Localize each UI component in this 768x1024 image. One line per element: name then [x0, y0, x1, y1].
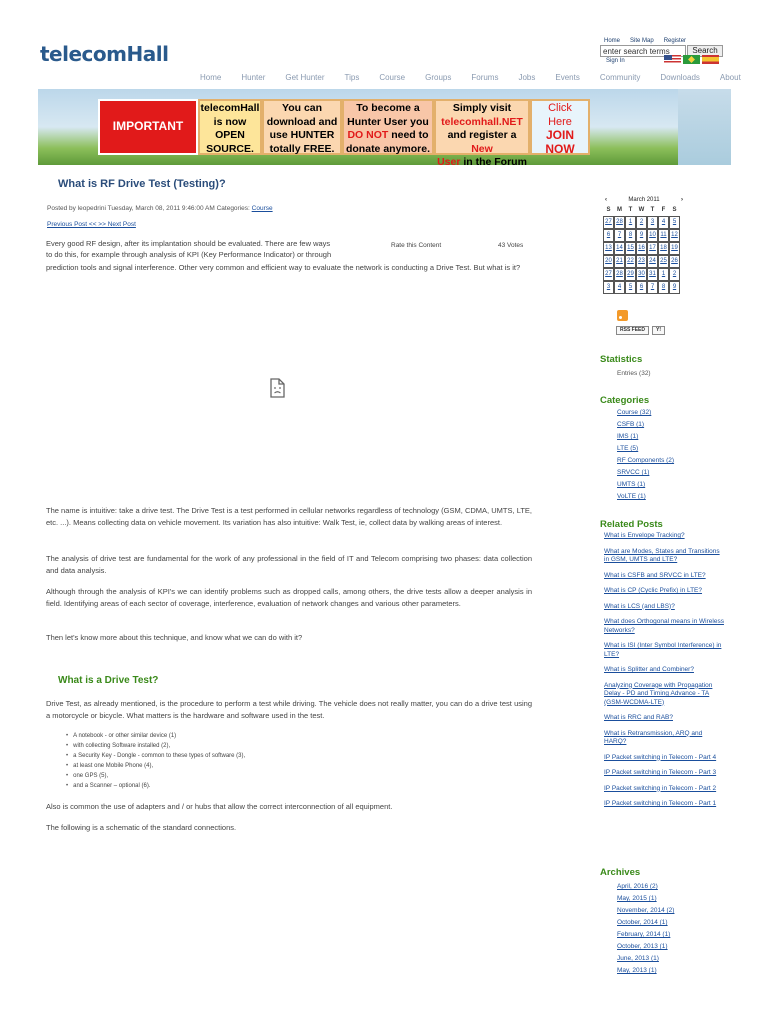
calendar-day[interactable]: 29 [625, 268, 636, 281]
calendar-day[interactable]: 10 [647, 229, 658, 242]
category-item[interactable]: SRVCC (1) [617, 469, 650, 476]
calendar-day[interactable]: 17 [647, 242, 658, 255]
category-item[interactable]: CSFB (1) [617, 421, 645, 428]
paragraph-2: The analysis of drive test are fundamental for the work of any professional in the field of IT and Telecom comprising two phases: data collection and data analysis. [46, 554, 532, 575]
calendar-day[interactable]: 6 [636, 281, 647, 294]
category-item[interactable]: RF Components (2) [617, 457, 675, 464]
calendar-day[interactable]: 9 [669, 281, 680, 294]
calendar-day[interactable]: 4 [614, 281, 625, 294]
calendar-day[interactable]: 9 [636, 229, 647, 242]
calendar-day[interactable]: 27 [603, 268, 614, 281]
equipment-list [66, 731, 245, 791]
banner-join-now-button[interactable]: Click Here JOIN NOW [530, 99, 590, 155]
list-item: • with collecting Software installed (2), [66, 741, 245, 751]
nav-jobs[interactable]: Jobs [518, 73, 536, 82]
paragraph-3: Although through the analysis of KPI's we can identify problems such as dropped calls, among others, the drive tests allow a deeper analysis in field. Identifying areas of each sector of coverage, interference, evaluation of network changes and various other parameters. [46, 587, 532, 608]
banner-open-source: telecomHall is now OPEN SOURCE. [198, 99, 262, 155]
archive-item[interactable]: November, 2014 (2) [617, 907, 675, 914]
related-post-link[interactable]: What is Envelope Tracking? [604, 532, 685, 539]
list-item: • a Security Key - Dongle - common to these types of software (3), [66, 751, 245, 761]
calendar-day[interactable]: 3 [647, 216, 658, 229]
nav-events[interactable]: Events [555, 73, 580, 82]
intro-line-3: prediction tools and signal interference. Other very common and efficient way to evaluate the network is conducting a Drive Test. But what is it? [46, 263, 521, 272]
nav-course[interactable]: Course [379, 73, 406, 82]
calendar-day[interactable]: 31 [647, 268, 658, 281]
nav-forums[interactable]: Forums [471, 73, 499, 82]
rss-feed-button[interactable]: RSS FEED [616, 326, 649, 335]
archive-item[interactable]: May, 2015 (1) [617, 895, 657, 902]
yahoo-feed-button[interactable]: Y! [652, 326, 665, 335]
related-post-link[interactable]: IP Packet switching in Telecom - Part 2 [604, 784, 717, 792]
calendar-day[interactable]: 5 [669, 216, 680, 229]
calendar-day[interactable]: 20 [603, 255, 614, 268]
calendar-day[interactable]: 7 [647, 281, 658, 294]
calendar-prev-icon[interactable]: ‹ [605, 197, 607, 203]
paragraph-5: Drive Test, as already mentioned, is the procedure to perform a test while driving. The vehicle does not really matter, you can do a drive test using a motorcycle or bicycle. What matters is the hardware and software used in the test. [46, 699, 532, 720]
category-item[interactable]: UMTS (1) [617, 481, 646, 488]
related-post-link[interactable]: What is Retransmission, ARQ and HARQ? [604, 729, 703, 745]
archive-item[interactable]: October, 2013 (1) [617, 943, 668, 950]
related-post-link[interactable]: What is LCS (and LBS)? [604, 602, 675, 610]
paragraph-4: Then let's know more about this technique, and know what we can do with it? [46, 633, 303, 642]
calendar-month: March 2011 [628, 197, 660, 203]
related-posts-list [604, 532, 724, 816]
top-links [604, 38, 686, 44]
article-meta: Posted by leopedrini Tuesday, March 08, 2011 9:46:00 AM Categories: Course [47, 205, 273, 212]
archive-item[interactable]: June, 2013 (1) [617, 955, 659, 962]
calendar-day[interactable]: 16 [636, 242, 647, 255]
related-post-link[interactable]: IP Packet switching in Telecom - Part 4 [604, 753, 717, 761]
related-post-link[interactable]: What is Splitter and Combiner? [604, 666, 694, 673]
weekday-label: S [606, 207, 611, 213]
intro-line-1: Every good RF design, after its implantation should be evaluated. There are few ways [46, 239, 331, 248]
calendar-day[interactable]: 28 [614, 216, 625, 229]
nav-hunter[interactable]: Hunter [241, 73, 266, 82]
calendar-day[interactable]: 21 [614, 255, 625, 268]
calendar-next-icon[interactable]: › [681, 197, 683, 203]
related-posts-heading: Related Posts [600, 519, 663, 530]
calendar-day[interactable]: 25 [658, 255, 669, 268]
calendar-day[interactable]: 1 [625, 216, 636, 229]
list-item: • and a Scanner – optional (6). [66, 781, 245, 791]
paragraph-1: The name is intuitive: take a drive test. The Drive Test is a test performed in cellular networks regardless of technology (GSM, CDMA, UMTS, LTE, etc. ...). Means collecting data on vehicle movement. Its variation has also intuitive: Walk Test, ie, collect data by walking areas of interest. [46, 506, 532, 527]
nav-tips[interactable]: Tips [344, 73, 360, 82]
paragraph-7: The following is a schematic of the standard connections. [46, 823, 237, 832]
calendar-day[interactable]: 6 [603, 229, 614, 242]
calendar-day[interactable]: 11 [658, 229, 669, 242]
spain-flag-icon[interactable] [702, 55, 719, 64]
rss-icon[interactable] [617, 310, 628, 321]
site-logo[interactable]: telecomHall [40, 42, 169, 66]
categories-list [617, 407, 674, 503]
related-post-link[interactable]: What is RRC and RAB? [604, 714, 673, 721]
calendar-day[interactable]: 1 [658, 268, 669, 281]
calendar-day[interactable]: 5 [625, 281, 636, 294]
nav-downloads[interactable]: Downloads [660, 73, 700, 82]
calendar-day[interactable]: 2 [636, 216, 647, 229]
feed-buttons [616, 326, 665, 335]
sign-in-link[interactable]: Sign In [606, 58, 625, 64]
nav-home[interactable]: Home [200, 73, 222, 82]
article-title: What is RF Drive Test (Testing)? [58, 178, 226, 190]
related-post-link[interactable]: Analyzing Coverage with Propagation Delay - PD and Timing Advance - TA (GSM-WCDMA-LTE) [604, 681, 713, 706]
intro-line-2: to do this, for example through analysis of KPI (Key Performance Indicator) or through [46, 250, 332, 259]
statistics-entries: Entries (32) [617, 370, 651, 377]
banner-download-free: You can download and use HUNTER totally FREE. [262, 99, 342, 155]
calendar-day[interactable]: 3 [603, 281, 614, 294]
archive-item[interactable]: May, 2013 (1) [617, 967, 657, 974]
calendar-day[interactable]: 23 [636, 255, 647, 268]
prev-next-links[interactable]: Previous Post << >> Next Post [47, 221, 136, 228]
list-item: • one GPS (5), [66, 771, 245, 781]
calendar-day[interactable]: 27 [603, 216, 614, 229]
category-item[interactable]: IMS (1) [617, 433, 639, 440]
archives-list [617, 881, 674, 977]
weekday-label: S [672, 207, 677, 213]
related-post-link[interactable]: What is ISI (Inter Symbol Interference) in LTE? [604, 642, 722, 658]
top-link-register[interactable]: Register [663, 38, 687, 44]
weekday-label: T [650, 207, 655, 213]
calendar-day[interactable]: 19 [669, 242, 680, 255]
votes-count: 43 Votes [498, 242, 524, 249]
calendar-day[interactable]: 7 [614, 229, 625, 242]
related-post-link[interactable]: What are Modes, States and Transitions in GSM, UMTS and LTE? [604, 547, 720, 563]
section-heading: What is a Drive Test? [58, 675, 159, 686]
nav-groups[interactable]: Groups [425, 73, 452, 82]
archive-item[interactable]: October, 2014 (1) [617, 919, 668, 926]
statistics-heading: Statistics [600, 354, 643, 365]
calendar-day[interactable]: 15 [625, 242, 636, 255]
paragraph-6: Also is common the use of adapters and / or hubs that allow the correct interconnection of all equipment. [46, 802, 393, 811]
calendar-day[interactable]: 22 [625, 255, 636, 268]
calendar-day[interactable]: 28 [614, 268, 625, 281]
weekday-label: T [628, 207, 633, 213]
main-nav [190, 73, 751, 82]
categories-heading: Categories [600, 395, 650, 406]
category-item[interactable]: VoLTE (1) [617, 493, 646, 500]
related-post-link[interactable]: What is CSFB and SRVCC in LTE? [604, 571, 706, 579]
category-link[interactable]: Course [251, 205, 273, 212]
list-item: • at least one Mobile Phone (4), [66, 761, 245, 771]
us-flag-icon[interactable] [664, 55, 681, 64]
banner-register: Simply visit telecomhall.NET and register a New User in the Forum [434, 99, 530, 155]
category-item[interactable]: Course (32) [617, 409, 652, 416]
calendar-weekdays [603, 207, 685, 213]
category-item[interactable]: LTE (5) [617, 445, 639, 452]
broken-image-icon [268, 378, 286, 398]
top-link-sitemap[interactable]: Site Map [630, 38, 654, 44]
rate-content[interactable]: Rate this Content [391, 242, 442, 249]
archive-item[interactable]: February, 2014 (1) [617, 931, 671, 938]
calendar-day[interactable]: 18 [658, 242, 669, 255]
banner-sky [678, 89, 731, 165]
weekday-label: M [617, 207, 622, 213]
archives-heading: Archives [600, 867, 641, 878]
calendar-day[interactable]: 26 [669, 255, 680, 268]
list-item: • A notebook - or other similar device (1) [66, 731, 245, 741]
related-post-link[interactable]: What is CP (Cyclic Prefix) in LTE? [604, 587, 703, 594]
weekday-label: W [638, 207, 645, 213]
weekday-label: F [661, 207, 666, 213]
related-post-link[interactable]: IP Packet switching in Telecom - Part 3 [604, 769, 717, 776]
brazil-flag-icon[interactable] [683, 55, 700, 64]
calendar-day[interactable]: 14 [614, 242, 625, 255]
calendar-day[interactable]: 8 [658, 281, 669, 294]
calendar-day[interactable]: 13 [603, 242, 614, 255]
search-button[interactable]: Search [687, 45, 723, 57]
calendar [603, 197, 685, 294]
nav-community[interactable]: Community [599, 73, 641, 82]
calendar-day[interactable]: 8 [625, 229, 636, 242]
banner-important: IMPORTANT [98, 99, 198, 155]
related-post-link[interactable]: What does Orthogonal means in Wireless Networks? [604, 618, 724, 634]
calendar-days [603, 216, 685, 294]
banner-no-donate: To become a Hunter User you DO NOT need to donate anymore. [342, 99, 434, 155]
archive-item[interactable]: April, 2016 (2) [617, 883, 658, 890]
related-post-link[interactable]: IP Packet switching in Telecom - Part 1 [604, 800, 717, 807]
calendar-day[interactable]: 30 [636, 268, 647, 281]
calendar-day[interactable]: 24 [647, 255, 658, 268]
announcement-banner[interactable] [38, 89, 731, 165]
calendar-day[interactable]: 4 [658, 216, 669, 229]
calendar-day[interactable]: 2 [669, 268, 680, 281]
calendar-day[interactable]: 12 [669, 229, 680, 242]
nav-about[interactable]: About [719, 73, 741, 82]
nav-get-hunter[interactable]: Get Hunter [285, 73, 325, 82]
top-link-home[interactable]: Home [604, 38, 621, 44]
language-flags [664, 55, 719, 64]
